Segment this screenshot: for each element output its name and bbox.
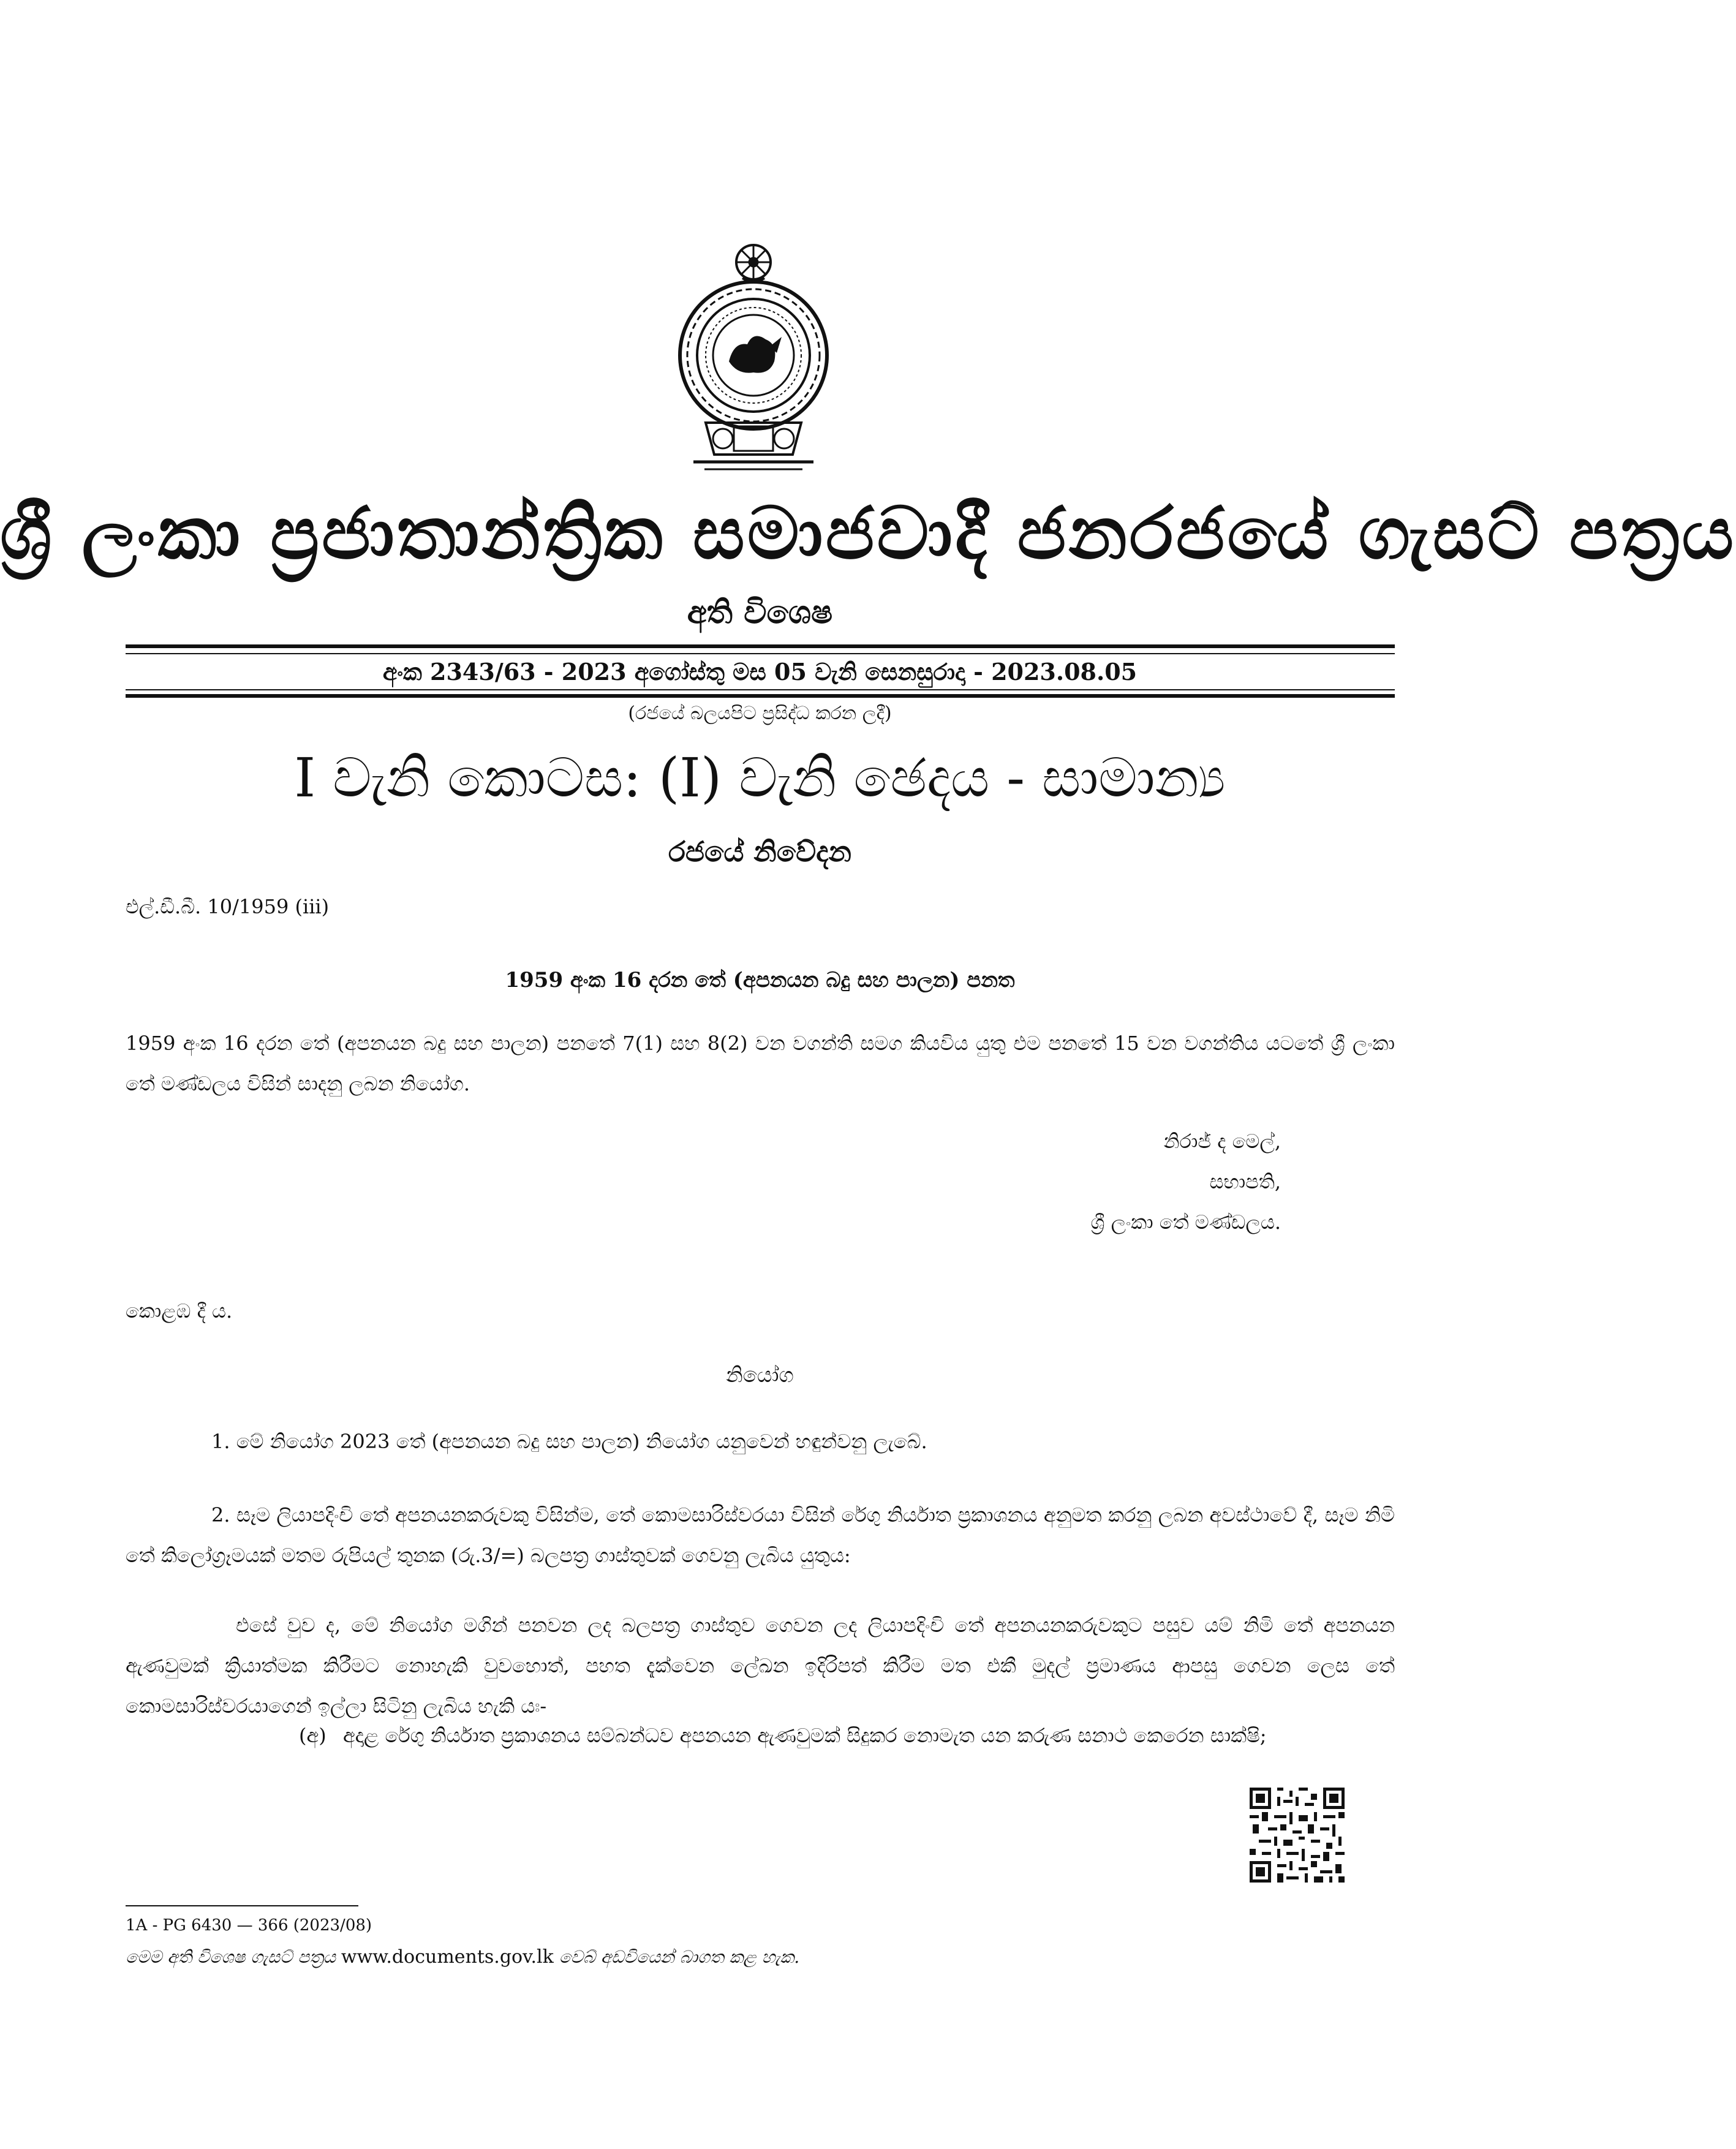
qr-code-icon [1250,1788,1345,1883]
header-rule-bottom [126,694,1395,698]
regulations-heading: නියෝග [726,1363,794,1388]
item-a-label: (අ) [299,1724,326,1747]
act-title: 1959 අංක 16 දරන තේ (අපනයන බදු සහ පාලන) පනත [505,968,1015,992]
gazette-title: ශ්‍රී ලංකා ප්‍රජාතාන්ත්‍රික සමාජවාදී ජනරජයේ ගැසට් පත්‍රය [0,491,1736,575]
regulation-1: 1. මේ නියෝග 2023 තේ (අපනයන බදු සහ පාලන) නියෝග යනුවෙන් හඳුන්වනු ලැබේ. [211,1430,927,1453]
notice-intro: 1959 අංක 16 දරන තේ (අපනයන බදු සහ පාලන) පනතේ 7(1) සහ 8(2) වන වගන්ති සමග කියවිය යුතු එම පනතේ 15 වන වගන්තිය යටතේ ශ්‍රී ලංකා තේ මණ්ඩලය විසින් සාදනු ලබන නියෝග. [126,1032,1395,1095]
place-line: කොළඹ දී ය. [126,1299,233,1323]
footer-rule [126,1905,358,1906]
part-heading: I වැනි කොටස: (I) වැනි ඡෙදය - සාමාන්‍ය [294,746,1226,809]
authority-line: (රජයේ බලයපිට ප්‍රසිද්ධ කරන ලදී) [628,703,892,724]
item-a-text: අදාළ රේගු නිර්යාත ප්‍රකාශනය සම්බන්ධව අපනයන ඇණවුමක් සිදුකර නොමැත යන කරුණ සනාථ කෙරෙන සාක්ෂි; [343,1724,1267,1747]
issue-line: අංක 2343/63 - 2023 අගෝස්තු මස 05 වැනි සෙනසුරාදා - 2023.08.05 [382,658,1138,685]
signatory-name: නිරාජ් ද මෙල්, [1163,1130,1281,1153]
header-rule-top [126,644,1395,648]
download-suffix: වෙබ් අඩවියෙන් බාගත කළ හැක. [559,1947,800,1967]
notice-reference: එල්.ඩී.බී. 10/1959 (iii) [126,895,330,918]
signatory-organization: ශ්‍රී ලංකා තේ මණ්ඩලය. [1090,1210,1281,1234]
national-emblem-icon [662,239,845,478]
signature-block [1091,1121,1281,1242]
section-heading: රජයේ නිවේදන [668,835,851,868]
download-note [126,1942,799,1973]
print-code: 1A - PG 6430 — 366 (2023/08) [126,1916,372,1935]
regulation-2: 2. සෑම ලියාපදිංචි තේ අපනයනකරුවකු විසින්ම, තේ කොමසාරිස්වරයා විසින් රේගු නිර්යාත ප්‍රකාශනය අනුමත කරනු ලබන අවස්ථාවේ දී, සෑම නිමි තේ කිලෝග්‍රෑමයක් මතම රුපියල් තුනක (රු.3/=) බලපත්‍ර ගාස්තුවක් ගෙවනු ලැබිය යුතුය: [126,1503,1395,1567]
download-link[interactable]: www.documents.gov.lk [341,1946,554,1968]
signatory-title: සභාපති, [1209,1170,1281,1193]
gazette-subtitle: අති විශෙෂ [687,594,833,631]
regulation-proviso: එසේ වුව ද, මේ නියෝග මගින් පනවන ලද බලපත්‍ර ගාස්තුව ගෙවන ලද ලියාපදිංචි තේ අපනයනකරුවකුට පසුව යම් නිමි තේ අපනයන ඇණවුමක් ක්‍රියාත්මක කිරීමට නොහැකි වුවහොත්, පහත දැක්වෙන ලේඛන ඉදිරිපත් කිරීම මත එකී මුදල් ප්‍රමාණය ආපසු ගෙවන ලෙස තේ කොමසාරිස්වරයාගෙන් ඉල්ලා සිටිනු ලැබිය හැකි යඃ- [126,1614,1395,1718]
download-prefix: මෙම අති විශෙෂ ගැසට් පත්‍රය [126,1947,336,1967]
header-rule-bottom-thin [126,689,1395,690]
